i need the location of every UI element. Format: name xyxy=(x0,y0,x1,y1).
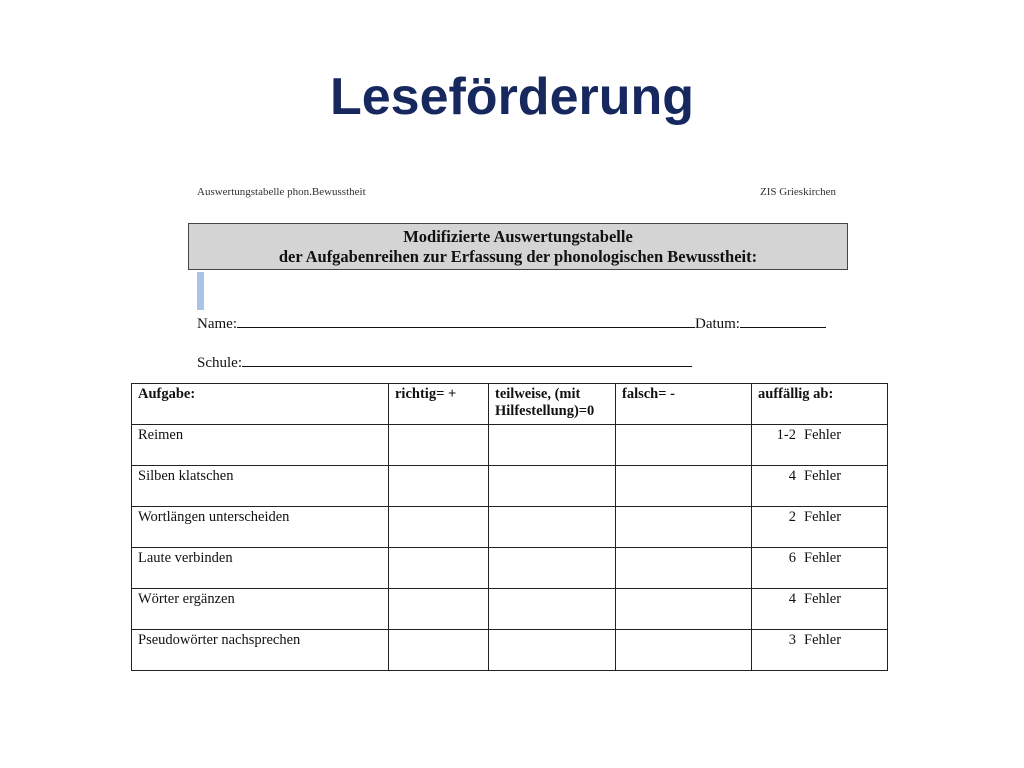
threshold-unit: Fehler xyxy=(804,550,842,566)
threshold-cell xyxy=(752,548,888,589)
threshold-count: 3 xyxy=(788,632,796,648)
threshold-cell xyxy=(752,589,888,630)
heading-line-1: Modifizierte Auswertungstabelle xyxy=(403,227,633,246)
task-cell: Silben klatschen xyxy=(132,466,389,507)
correct-cell[interactable] xyxy=(389,589,489,630)
partial-cell[interactable] xyxy=(489,425,616,466)
wrong-cell[interactable] xyxy=(616,548,752,589)
task-cell: Wortlängen unterscheiden xyxy=(132,507,389,548)
wrong-cell[interactable] xyxy=(616,589,752,630)
table-row xyxy=(132,589,888,630)
threshold-count: 6 xyxy=(788,550,796,566)
school-line xyxy=(197,352,692,372)
date-label: Datum: xyxy=(694,316,740,332)
correct-cell[interactable] xyxy=(389,507,489,548)
correct-cell[interactable] xyxy=(389,630,489,671)
text-cursor-marker xyxy=(197,272,204,310)
header-partial-line-1: teilweise, (mit xyxy=(495,386,581,402)
table-row xyxy=(132,507,888,548)
threshold-unit: Fehler xyxy=(804,632,842,648)
school-label: Schule: xyxy=(197,355,242,371)
document-heading-box xyxy=(188,223,848,270)
table-row xyxy=(132,630,888,671)
table-row xyxy=(132,548,888,589)
partial-cell[interactable] xyxy=(489,548,616,589)
wrong-cell[interactable] xyxy=(616,425,752,466)
wrong-cell[interactable] xyxy=(616,507,752,548)
partial-cell[interactable] xyxy=(489,466,616,507)
evaluation-table xyxy=(131,383,888,671)
slide-title: Leseförderung xyxy=(329,68,695,126)
task-cell: Reimen xyxy=(132,425,389,466)
threshold-cell xyxy=(752,630,888,671)
header-partial-line-2: Hilfestellung)=0 xyxy=(495,403,595,419)
header-task: Aufgabe: xyxy=(132,384,389,425)
header-threshold: auffällig ab: xyxy=(752,384,888,425)
threshold-count: 4 xyxy=(788,591,796,607)
wrong-cell[interactable] xyxy=(616,466,752,507)
threshold-unit: Fehler xyxy=(804,427,842,443)
threshold-cell xyxy=(752,425,888,466)
document-header-right: ZIS Grieskirchen xyxy=(760,186,837,198)
task-cell: Wörter ergänzen xyxy=(132,589,389,630)
table-row xyxy=(132,425,888,466)
document-header-left: Auswertungstabelle phon.Bewusstheit xyxy=(197,186,366,198)
correct-cell[interactable] xyxy=(389,425,489,466)
threshold-unit: Fehler xyxy=(804,509,842,525)
correct-cell[interactable] xyxy=(389,548,489,589)
wrong-cell[interactable] xyxy=(616,630,752,671)
school-field[interactable] xyxy=(242,352,692,367)
task-cell: Laute verbinden xyxy=(132,548,389,589)
threshold-count: 1-2 xyxy=(776,427,796,443)
threshold-count: 4 xyxy=(788,468,796,484)
partial-cell[interactable] xyxy=(489,589,616,630)
header-wrong: falsch= - xyxy=(616,384,752,425)
task-cell: Pseudowörter nachsprechen xyxy=(132,630,389,671)
correct-cell[interactable] xyxy=(389,466,489,507)
threshold-count: 2 xyxy=(788,509,796,525)
table-row xyxy=(132,466,888,507)
name-field[interactable] xyxy=(237,313,695,328)
partial-cell[interactable] xyxy=(489,507,616,548)
threshold-unit: Fehler xyxy=(804,468,842,484)
threshold-cell xyxy=(752,466,888,507)
threshold-unit: Fehler xyxy=(804,591,842,607)
header-partial xyxy=(489,384,616,425)
name-date-line xyxy=(197,313,826,333)
name-label: Name: xyxy=(197,316,237,332)
threshold-cell xyxy=(752,507,888,548)
heading-line-2: der Aufgabenreihen zur Erfassung der phonologischen Bewusstheit: xyxy=(278,247,758,266)
date-field[interactable] xyxy=(740,313,826,328)
header-correct: richtig= + xyxy=(389,384,489,425)
partial-cell[interactable] xyxy=(489,630,616,671)
table-header-row xyxy=(132,384,888,425)
